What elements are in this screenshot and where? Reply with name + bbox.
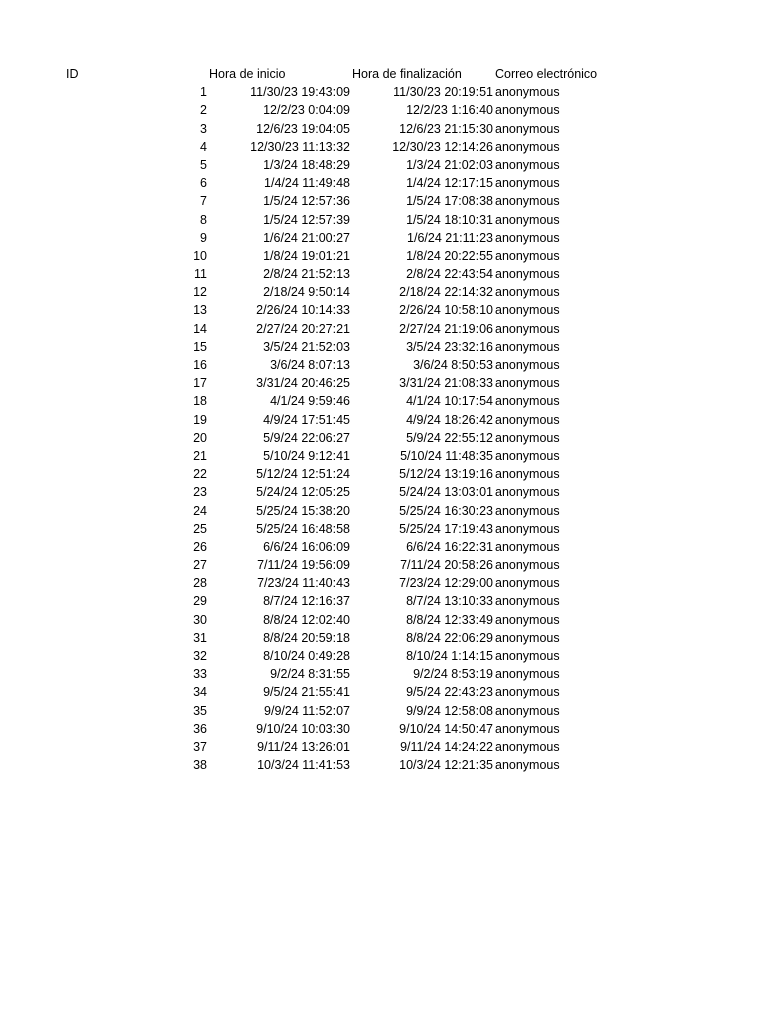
cell-id[interactable]: 22 [193, 467, 207, 482]
cell-end-time[interactable]: 8/7/24 13:10:33 [406, 594, 493, 609]
cell-email[interactable]: anonymous [495, 448, 560, 463]
cell-email[interactable]: anonymous [495, 85, 560, 100]
cell-start-time[interactable]: 3/31/24 20:46:25 [256, 376, 350, 391]
cell-end-time[interactable]: 8/10/24 1:14:15 [406, 649, 493, 663]
cell-end-time[interactable]: 9/9/24 12:58:08 [406, 703, 493, 718]
table-row [64, 611, 624, 629]
cell-start-time[interactable]: 7/11/24 19:56:09 [257, 558, 350, 573]
cell-start-time[interactable]: 9/9/24 11:52:07 [264, 703, 350, 718]
cell-end-time[interactable]: 1/3/24 21:02:03 [406, 157, 493, 172]
table-row [64, 520, 624, 538]
cell-id[interactable]: 7 [200, 194, 207, 209]
cell-email[interactable]: anonymous [495, 303, 560, 318]
cell-id[interactable]: 9 [200, 230, 207, 245]
cell-id[interactable]: 31 [193, 630, 207, 645]
table-row [64, 592, 624, 610]
cell-email[interactable]: anonymous [495, 248, 560, 263]
cell-email[interactable]: anonymous [495, 430, 560, 445]
cell-start-time[interactable]: 2/27/24 20:27:21 [256, 321, 350, 336]
cell-start-time[interactable]: 5/9/24 22:06:27 [263, 430, 350, 445]
cell-email[interactable]: anonymous [495, 539, 560, 554]
cell-id[interactable]: 13 [193, 303, 207, 318]
cell-email[interactable]: anonymous [495, 558, 560, 573]
cell-email[interactable]: anonymous [495, 394, 560, 409]
cell-end-time[interactable]: 1/8/24 20:22:55 [406, 248, 493, 263]
table-row [64, 629, 624, 647]
cell-end-time[interactable]: 5/10/24 11:48:35 [400, 448, 493, 463]
table-row [64, 192, 624, 210]
cell-email[interactable]: anonymous [495, 685, 560, 700]
header-id[interactable]: ID [66, 67, 79, 81]
cell-email[interactable]: anonymous [495, 157, 560, 172]
cell-start-time[interactable]: 1/8/24 19:01:21 [263, 248, 350, 263]
cell-start-time[interactable]: 8/7/24 12:16:37 [263, 594, 350, 609]
cell-end-time[interactable]: 9/11/24 14:24:22 [400, 739, 493, 754]
cell-end-time[interactable]: 4/9/24 18:26:42 [406, 412, 493, 427]
cell-start-time[interactable]: 11/30/23 19:43:09 [250, 85, 350, 100]
cell-id[interactable]: 10 [193, 248, 207, 263]
table-row [64, 556, 624, 574]
cell-id[interactable]: 35 [193, 703, 207, 718]
cell-end-time[interactable]: 3/6/24 8:50:53 [413, 358, 493, 372]
cell-start-time[interactable]: 6/6/24 16:06:09 [263, 539, 350, 554]
cell-email[interactable]: anonymous [495, 103, 560, 118]
table-row [64, 502, 624, 520]
cell-start-time[interactable]: 10/3/24 11:41:53 [257, 758, 350, 773]
cell-email[interactable]: anonymous [495, 758, 560, 773]
cell-start-time[interactable]: 8/10/24 0:49:28 [263, 649, 350, 663]
cell-id[interactable]: 38 [193, 758, 207, 773]
cell-email[interactable]: anonymous [495, 412, 560, 427]
cell-email[interactable]: anonymous [495, 703, 560, 718]
cell-end-time[interactable]: 5/9/24 22:55:12 [406, 430, 493, 445]
cell-end-time[interactable]: 9/5/24 22:43:23 [406, 685, 493, 700]
cell-start-time[interactable]: 7/23/24 11:40:43 [257, 576, 350, 591]
cell-id[interactable]: 23 [193, 485, 207, 500]
cell-email[interactable]: anonymous [495, 212, 560, 227]
cell-start-time[interactable]: 3/6/24 8:07:13 [270, 358, 350, 372]
cell-end-time[interactable]: 1/4/24 12:17:15 [406, 176, 493, 191]
table-row [64, 465, 624, 483]
cell-start-time[interactable]: 1/4/24 11:49:48 [264, 176, 350, 191]
cell-email[interactable]: anonymous [495, 485, 560, 500]
cell-id[interactable]: 14 [193, 321, 207, 336]
cell-start-time[interactable]: 12/30/23 11:13:32 [250, 139, 350, 154]
cell-end-time[interactable]: 2/18/24 22:14:32 [399, 285, 493, 300]
cell-end-time[interactable]: 1/6/24 21:11:23 [407, 230, 493, 245]
cell-start-time[interactable]: 5/24/24 12:05:25 [256, 485, 350, 500]
cell-start-time[interactable]: 9/11/24 13:26:01 [257, 739, 350, 754]
cell-end-time[interactable]: 4/1/24 10:17:54 [406, 394, 493, 409]
table-row [64, 174, 624, 192]
cell-id[interactable]: 29 [193, 594, 207, 609]
table-row [64, 265, 624, 283]
cell-end-time[interactable]: 9/2/24 8:53:19 [413, 667, 493, 682]
cell-email[interactable]: anonymous [495, 121, 560, 136]
cell-id[interactable]: 16 [193, 358, 207, 372]
cell-id[interactable]: 37 [193, 739, 207, 754]
cell-id[interactable]: 1 [200, 85, 207, 100]
cell-id[interactable]: 34 [193, 685, 207, 700]
cell-end-time[interactable]: 2/26/24 10:58:10 [399, 303, 493, 318]
cell-id[interactable]: 21 [193, 448, 207, 463]
cell-start-time[interactable]: 9/2/24 8:31:55 [270, 667, 350, 682]
cell-start-time[interactable]: 2/18/24 9:50:14 [263, 285, 350, 300]
table-row [64, 538, 624, 556]
cell-end-time[interactable]: 6/6/24 16:22:31 [406, 539, 493, 554]
cell-end-time[interactable]: 5/24/24 13:03:01 [399, 485, 493, 500]
table-row [64, 574, 624, 592]
cell-email[interactable]: anonymous [495, 376, 560, 391]
cell-end-time[interactable]: 9/10/24 14:50:47 [399, 721, 493, 736]
cell-id[interactable]: 11 [194, 267, 207, 282]
cell-id[interactable]: 4 [200, 139, 207, 154]
table-row [64, 101, 624, 119]
cell-end-time[interactable]: 12/30/23 12:14:26 [392, 139, 493, 154]
table-row [64, 483, 624, 501]
cell-end-time[interactable]: 5/12/24 13:19:16 [399, 467, 493, 482]
table-row [64, 683, 624, 701]
cell-email[interactable]: anonymous [495, 612, 560, 627]
cell-end-time[interactable]: 12/2/23 1:16:40 [406, 103, 493, 118]
table-row [64, 247, 624, 265]
cell-id[interactable]: 36 [193, 721, 207, 736]
cell-id[interactable]: 2 [200, 103, 207, 118]
cell-end-time[interactable]: 5/25/24 17:19:43 [399, 521, 493, 536]
cell-start-time[interactable]: 1/5/24 12:57:39 [263, 212, 350, 227]
cell-email[interactable]: anonymous [495, 649, 560, 663]
cell-email[interactable]: anonymous [495, 285, 560, 300]
cell-email[interactable]: anonymous [495, 176, 560, 191]
cell-end-time[interactable]: 7/23/24 12:29:00 [399, 576, 493, 591]
cell-email[interactable]: anonymous [495, 630, 560, 645]
table-row [64, 738, 624, 756]
cell-end-time[interactable]: 5/25/24 16:30:23 [399, 503, 493, 518]
table-row [64, 665, 624, 683]
cell-email[interactable]: anonymous [495, 339, 560, 354]
cell-start-time[interactable]: 5/10/24 9:12:41 [263, 448, 350, 463]
cell-start-time[interactable]: 3/5/24 21:52:03 [263, 339, 350, 354]
cell-id[interactable]: 18 [193, 394, 207, 409]
cell-email[interactable]: anonymous [495, 739, 560, 754]
cell-id[interactable]: 17 [193, 376, 207, 391]
table-row [64, 647, 624, 665]
cell-end-time[interactable]: 2/27/24 21:19:06 [399, 321, 493, 336]
table-row [64, 374, 624, 392]
responses-table [64, 65, 624, 774]
cell-start-time[interactable]: 4/1/24 9:59:46 [270, 394, 350, 409]
cell-id[interactable]: 26 [193, 539, 207, 554]
cell-id[interactable]: 12 [193, 285, 207, 300]
table-row [64, 411, 624, 429]
cell-end-time[interactable]: 3/31/24 21:08:33 [399, 376, 493, 391]
cell-id[interactable]: 5 [200, 157, 207, 172]
cell-id[interactable]: 20 [193, 430, 207, 445]
cell-id[interactable]: 25 [193, 521, 207, 536]
cell-email[interactable]: anonymous [495, 594, 560, 609]
cell-start-time[interactable]: 12/6/23 19:04:05 [256, 121, 350, 136]
cell-id[interactable]: 28 [193, 576, 207, 591]
cell-start-time[interactable]: 4/9/24 17:51:45 [263, 412, 350, 427]
cell-start-time[interactable]: 1/5/24 12:57:36 [263, 194, 350, 209]
table-row [64, 138, 624, 156]
table-row [64, 720, 624, 738]
table-row [64, 229, 624, 247]
cell-id[interactable]: 33 [193, 667, 207, 682]
table-row [64, 283, 624, 301]
cell-email[interactable]: anonymous [495, 467, 560, 482]
table-row [64, 83, 624, 101]
table-row [64, 338, 624, 356]
cell-start-time[interactable]: 8/8/24 12:02:40 [263, 612, 350, 627]
header-email[interactable]: Correo electrónico [495, 67, 598, 81]
table-row [64, 120, 624, 138]
table-row [64, 429, 624, 447]
cell-start-time[interactable]: 9/10/24 10:03:30 [256, 721, 350, 736]
cell-start-time[interactable]: 1/3/24 18:48:29 [263, 157, 350, 172]
cell-email[interactable]: anonymous [495, 721, 560, 736]
cell-id[interactable]: 6 [200, 176, 207, 191]
cell-end-time[interactable]: 1/5/24 17:08:38 [406, 194, 493, 209]
cell-id[interactable]: 3 [200, 121, 207, 136]
cell-start-time[interactable]: 5/25/24 16:48:58 [256, 521, 350, 536]
table-row [64, 301, 624, 319]
header-row [64, 65, 624, 83]
cell-email[interactable]: anonymous [495, 267, 560, 282]
cell-end-time[interactable]: 12/6/23 21:15:30 [399, 121, 493, 136]
cell-id[interactable]: 24 [193, 503, 207, 518]
table-row [64, 356, 624, 374]
header-start-time[interactable]: Hora de inicio [209, 67, 286, 81]
cell-id[interactable]: 19 [193, 412, 207, 427]
cell-end-time[interactable]: 3/5/24 23:32:16 [406, 339, 493, 354]
cell-start-time[interactable]: 8/8/24 20:59:18 [263, 630, 350, 645]
table-row [64, 320, 624, 338]
cell-end-time[interactable]: 2/8/24 22:43:54 [406, 267, 493, 282]
cell-email[interactable]: anonymous [495, 521, 560, 536]
table-row [64, 156, 624, 174]
table-body [64, 83, 624, 774]
table-row [64, 702, 624, 720]
cell-email[interactable]: anonymous [495, 576, 560, 591]
cell-end-time[interactable]: 10/3/24 12:21:35 [399, 758, 493, 773]
cell-email[interactable]: anonymous [495, 503, 560, 518]
cell-id[interactable]: 32 [193, 649, 207, 663]
table-row [64, 756, 624, 774]
header-end-time[interactable]: Hora de finalización [352, 67, 462, 81]
cell-id[interactable]: 30 [193, 612, 207, 627]
cell-start-time[interactable]: 12/2/23 0:04:09 [263, 103, 350, 118]
table-row [64, 211, 624, 229]
cell-start-time[interactable]: 1/6/24 21:00:27 [263, 230, 350, 245]
cell-start-time[interactable]: 5/12/24 12:51:24 [256, 467, 350, 482]
cell-end-time[interactable]: 1/5/24 18:10:31 [406, 212, 493, 227]
cell-start-time[interactable]: 5/25/24 15:38:20 [256, 503, 350, 518]
table-row [64, 447, 624, 465]
cell-id[interactable]: 8 [200, 212, 207, 227]
cell-end-time[interactable]: 8/8/24 22:06:29 [406, 630, 493, 645]
cell-email[interactable]: anonymous [495, 667, 560, 682]
cell-email[interactable]: anonymous [495, 321, 560, 336]
cell-end-time[interactable]: 11/30/23 20:19:51 [393, 85, 493, 100]
cell-email[interactable]: anonymous [495, 139, 560, 154]
cell-end-time[interactable]: 8/8/24 12:33:49 [406, 612, 493, 627]
cell-email[interactable]: anonymous [495, 358, 560, 372]
table-row [64, 392, 624, 410]
cell-end-time[interactable]: 7/11/24 20:58:26 [400, 558, 493, 573]
cell-start-time[interactable]: 2/8/24 21:52:13 [263, 267, 350, 282]
cell-start-time[interactable]: 2/26/24 10:14:33 [256, 303, 350, 318]
cell-start-time[interactable]: 9/5/24 21:55:41 [263, 685, 350, 700]
cell-id[interactable]: 27 [193, 558, 207, 573]
cell-email[interactable]: anonymous [495, 194, 560, 209]
cell-email[interactable]: anonymous [495, 230, 560, 245]
cell-id[interactable]: 15 [193, 339, 207, 354]
